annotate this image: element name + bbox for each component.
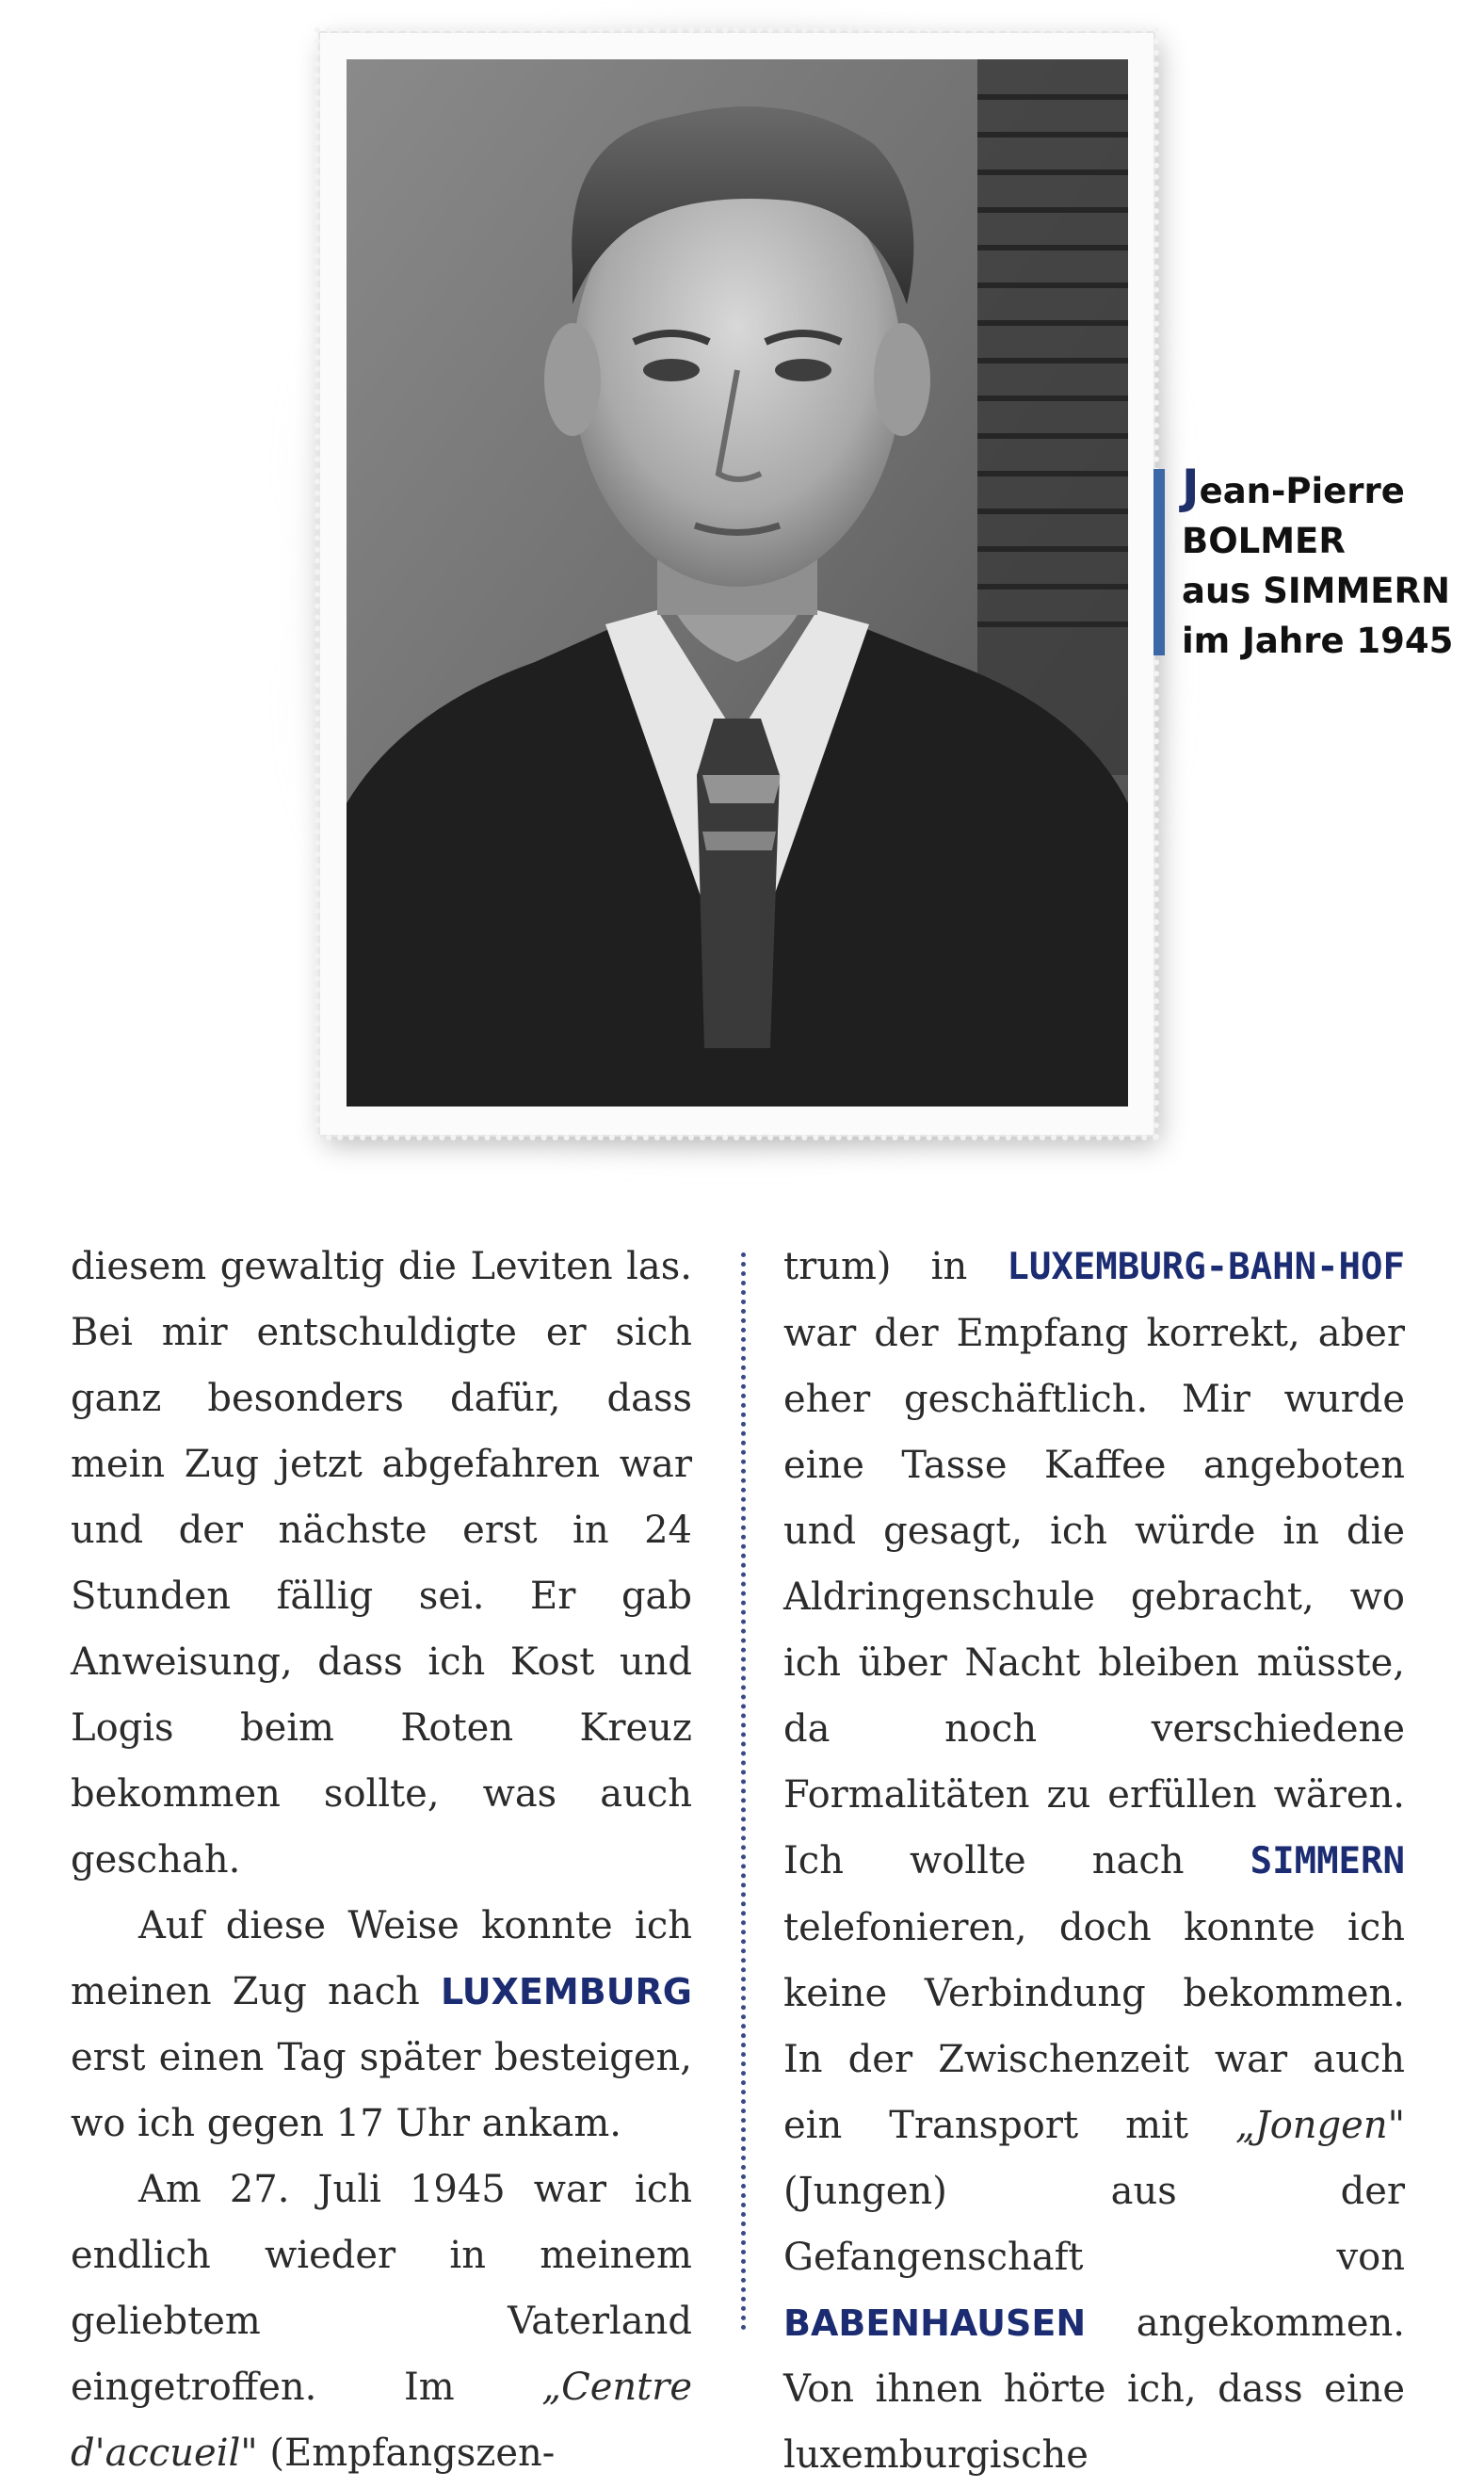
italic-term: „Centre d'accueil" <box>71 2366 692 2475</box>
text-segment: trum) in <box>783 1245 968 1288</box>
place-name-luxemburg-bahnhof: LUXEMBURG-BAHN-HOF <box>1007 1246 1405 1288</box>
text-segment: war der Empfang korrekt, aber eher geschäftlich. Mir wurde eine Tasse Kaffee angeboten und gesagt, ich würde in die Aldringenschule gebracht, wo ich über Nacht bleiben müsste, da noch verschiedene Formalitäten zu erfüllen wären. Ich wollte nach <box>783 1312 1405 1882</box>
italic-term: „Jongen" <box>1234 2104 1406 2147</box>
text-segment: telefonieren, doch konnte ich keine Verbindung bekommen. In der Zwischenzeit war auch ein Transport mit <box>783 1906 1405 2147</box>
paragraph <box>71 1893 692 2157</box>
place-name-simmern: SIMMERN <box>1250 1840 1405 1882</box>
caption-line-origin: aus SIMMERN <box>1182 571 1450 611</box>
photo-caption <box>1153 460 1454 663</box>
paragraph: diesem gewaltig die Leviten las. Bei mir entschuldigte er sich ganz besonders dafür, dass mein Zug jetzt abgefahren war und der nächste erst in 24 Stunden fällig sei. Er gab Anweisung, dass ich Kost und Logis beim Roten Kreuz bekommen sollte, was auch geschah. <box>71 1245 692 1882</box>
text-segment: (Empfangszen- <box>269 2431 556 2475</box>
text-segment: Auf diese Weise konnte ich meinen Zug nach <box>71 1904 692 2013</box>
caption-line-surname: BOLMER <box>1182 521 1346 561</box>
paragraph <box>783 1234 1405 2488</box>
column-divider <box>741 1252 746 2331</box>
caption-initial: J <box>1182 460 1200 514</box>
text-segment: erst einen Tag später besteigen, wo ich gegen 17 Uhr ankam. <box>71 2036 692 2145</box>
place-name-luxemburg: LUXEMBURG <box>440 1971 692 2012</box>
photo-frame <box>320 33 1153 1135</box>
caption-line-year: im Jahre 1945 <box>1182 621 1454 661</box>
text-segment: (Jungen) aus der Gefangenschaft von <box>783 2170 1405 2279</box>
text-column-left <box>71 1234 692 2486</box>
text-column-right <box>783 1234 1405 2488</box>
text-segment: angekommen. Von ihnen hörte ich, dass eine luxemburgische <box>783 2302 1405 2477</box>
caption-line-name: Jean-Pierre <box>1182 460 1405 514</box>
portrait-photo <box>347 59 1128 1107</box>
place-name-babenhausen: BABENHAUSEN <box>783 2302 1087 2344</box>
paragraph <box>71 2157 692 2486</box>
text-segment: Am 27. Juli 1945 war ich endlich wieder in meinem geliebtem Vaterland eingetroffen. Im <box>71 2168 692 2409</box>
portrait-photo-icon <box>347 59 1128 1107</box>
caption-accent-bar <box>1153 469 1165 655</box>
